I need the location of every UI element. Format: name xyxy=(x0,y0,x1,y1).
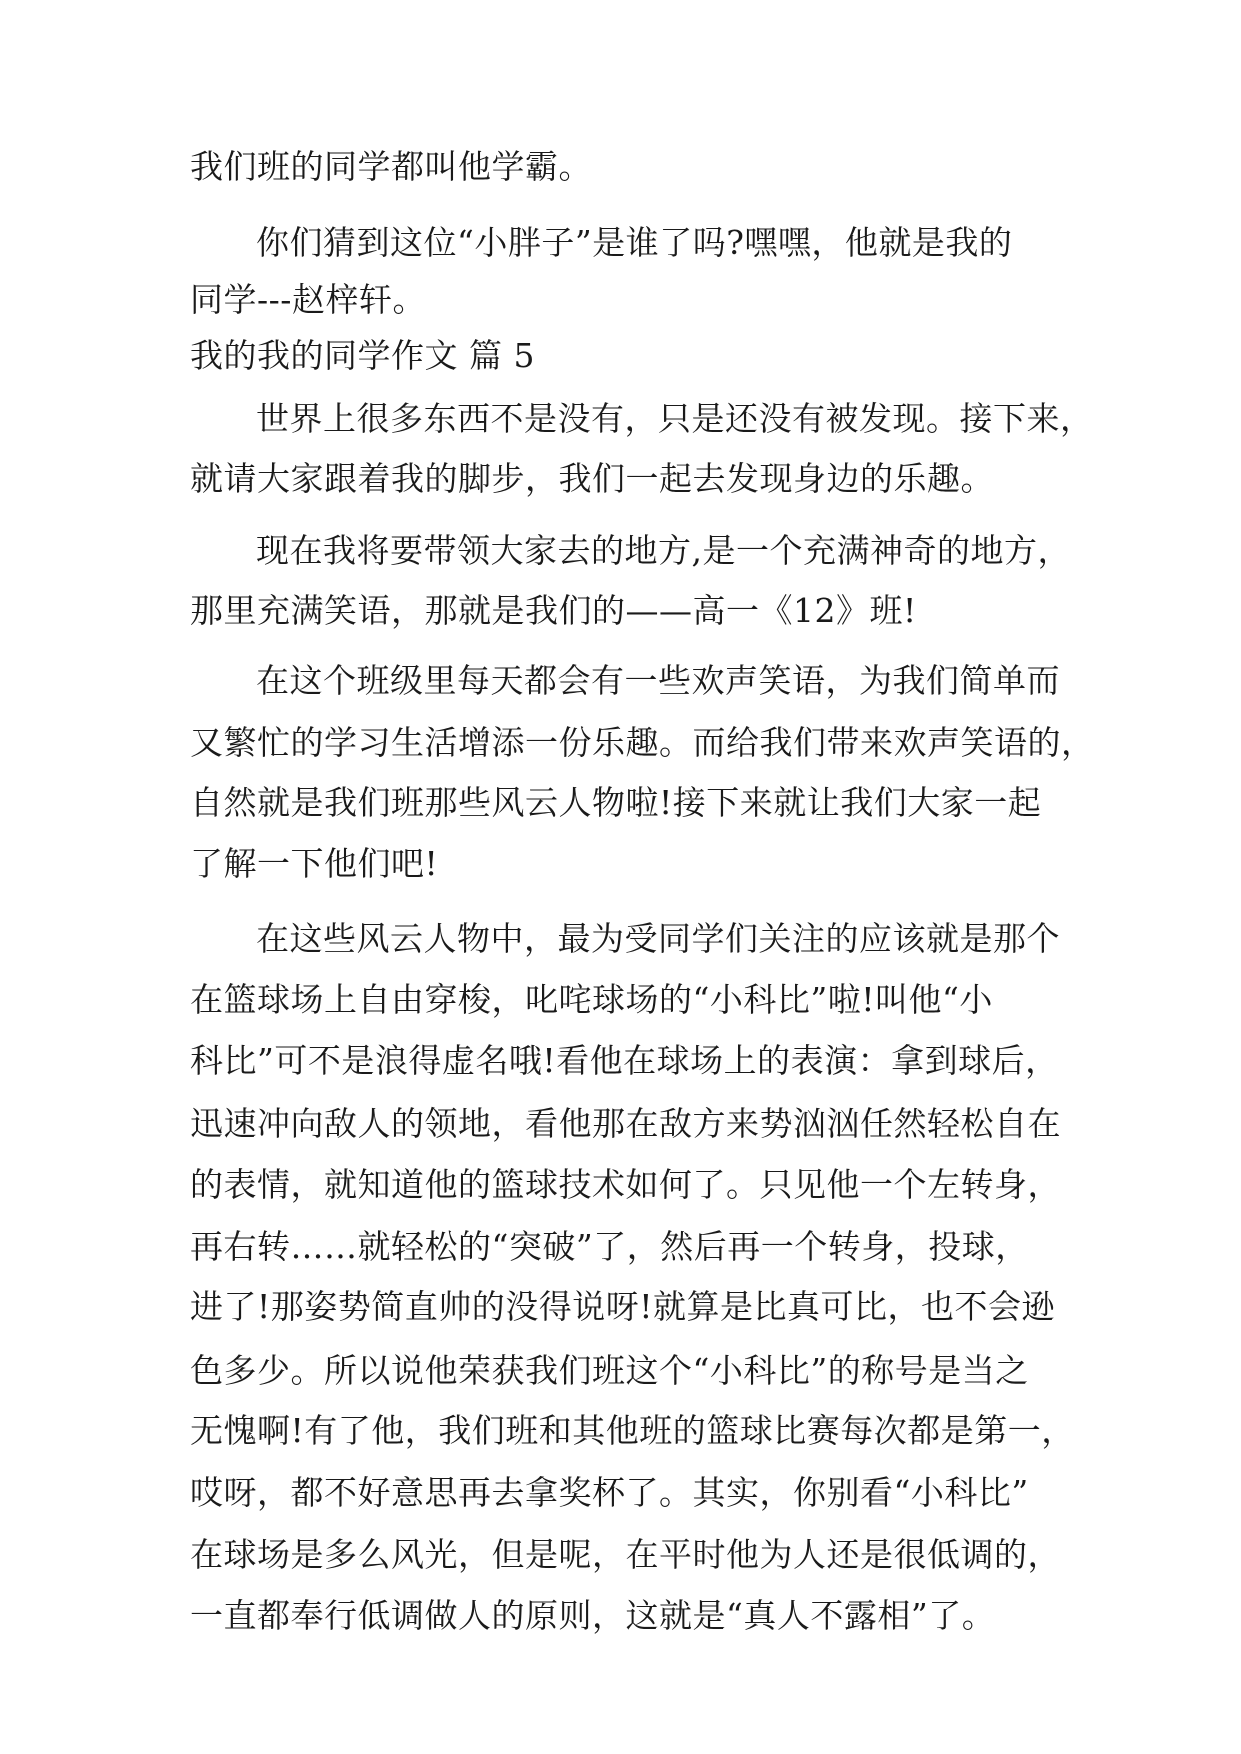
paragraph-line: 又繁忙的学习生活增添一份乐趣。而给我们带来欢声笑语的， xyxy=(190,723,1095,762)
paragraph-line: 在篮球场上自由穿梭，叱咤球场的“小科比”啦!叫他“小 xyxy=(190,980,993,1019)
paragraph-line: 迅速冲向敌人的领地，看他那在敌方来势汹汹任然轻松自在 xyxy=(190,1104,1061,1143)
paragraph-line: 现在我将要带领大家去的地方,是一个充满神奇的地方， xyxy=(256,531,1071,570)
paragraph-line: 无愧啊!有了他，我们班和其他班的篮球比赛每次都是第一， xyxy=(190,1411,1075,1450)
paragraph-line: 就请大家跟着我的脚步，我们一起去发现身边的乐趣。 xyxy=(190,459,994,498)
paragraph-line: 再右转……就轻松的“突破”了，然后再一个转身，投球， xyxy=(190,1227,1029,1266)
paragraph-line: 自然就是我们班那些风云人物啦!接下来就让我们大家一起 xyxy=(190,783,1042,822)
paragraph-line: 世界上很多东西不是没有，只是还没有被发现。接下来， xyxy=(256,399,1094,438)
paragraph-line: 同学---赵梓轩。 xyxy=(190,280,426,319)
paragraph-line: 在球场是多么风光，但是呢，在平时他为人还是很低调的， xyxy=(190,1535,1061,1574)
paragraph-line: 进了!那姿势简直帅的没得说呀!就算是比真可比，也不会逊 xyxy=(190,1287,1056,1326)
paragraph-line: 那里充满笑语，那就是我们的——高一《12》班! xyxy=(190,591,917,630)
paragraph-line: 在这个班级里每天都会有一些欢声笑语，为我们简单而 xyxy=(256,661,1060,700)
paragraph-line: 哎呀，都不好意思再去拿奖杯了。其实，你别看“小科比” xyxy=(190,1473,1029,1512)
paragraph-line: 我们班的同学都叫他学霸。 xyxy=(190,147,592,186)
paragraph-line: 一直都奉行低调做人的原则，这就是“真人不露相”了。 xyxy=(190,1596,996,1635)
paragraph-line: 色多少。所以说他荣获我们班这个“小科比”的称号是当之 xyxy=(190,1351,1029,1390)
paragraph-line: 在这些风云人物中，最为受同学们关注的应该就是那个 xyxy=(256,919,1060,958)
paragraph-line: 的表情，就知道他的篮球技术如何了。只见他一个左转身， xyxy=(190,1165,1061,1204)
paragraph-line: 了解一下他们吧! xyxy=(190,844,439,883)
paragraph-line: 科比”可不是浪得虚名哦!看他在球场上的表演：拿到球后， xyxy=(190,1041,1059,1080)
section-heading: 我的我的同学作文 篇 5 xyxy=(190,336,535,375)
paragraph-line: 你们猜到这位“小胖子”是谁了吗?嘿嘿，他就是我的 xyxy=(256,223,1013,262)
